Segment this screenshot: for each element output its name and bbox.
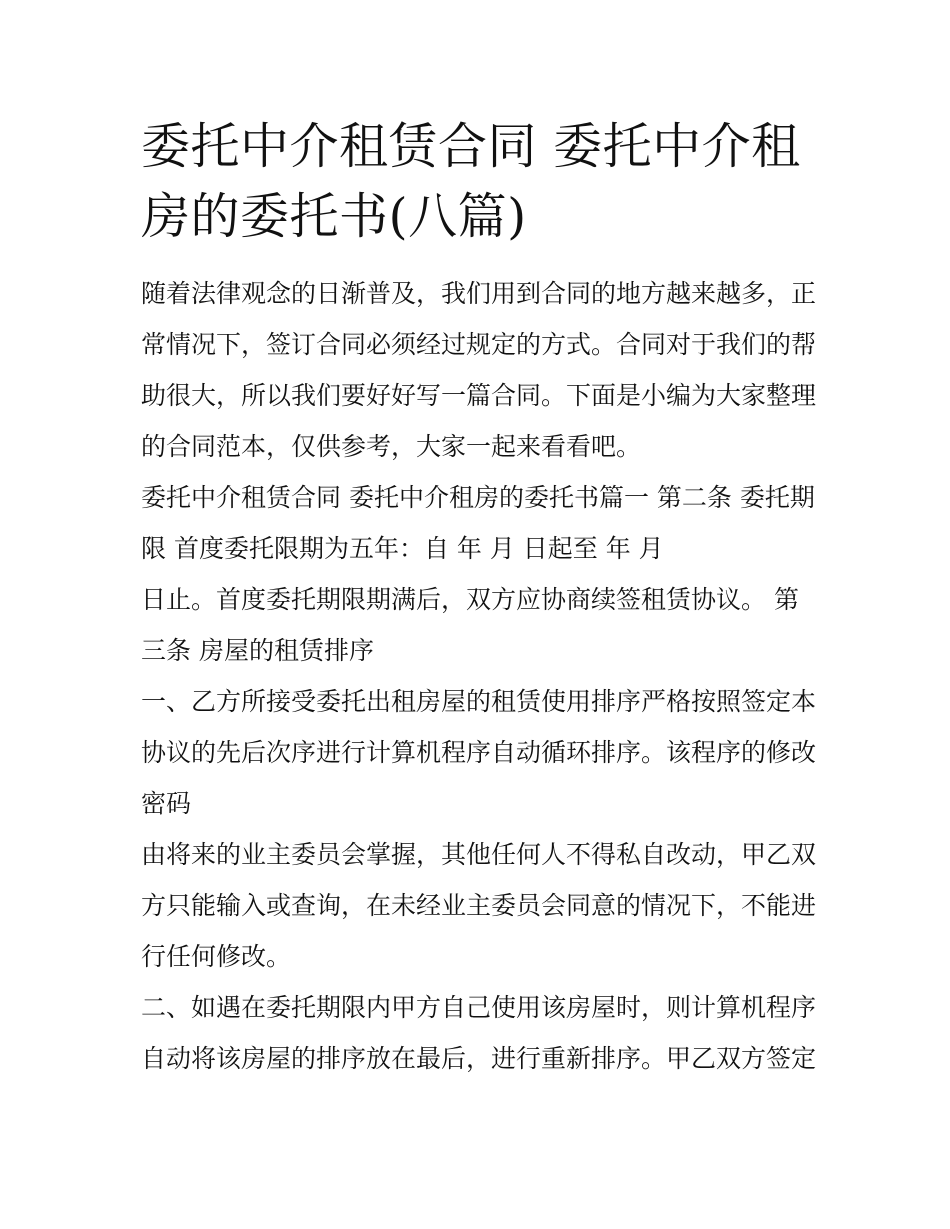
text-line: 自动将该房屋的排序放在最后，进行重新排序。甲乙双方签定 [141, 1044, 817, 1073]
title-line: 委托中介租赁合同 委托中介租 [141, 118, 801, 175]
text-line: 常情况下，签订合同必须经过规定的方式。合同对于我们的帮 [141, 330, 817, 359]
intro-paragraph [141, 268, 820, 472]
text-line: 三条 房屋的租赁排序 [141, 636, 374, 665]
title-line: 房的委托书(八篇) [141, 188, 527, 245]
text-line: 限 首度委托限期为五年：自 年 月 日起至 年 月 [141, 534, 664, 563]
text-line: 密码 [141, 789, 192, 818]
text-line: 协议的先后次序进行计算机程序自动循环排序。该程序的修改 [141, 738, 817, 767]
article-two-paragraph [141, 472, 820, 574]
article-three-paragraph [141, 574, 820, 676]
text-line: 助很大，所以我们要好好写一篇合同。下面是小编为大家整理 [141, 381, 817, 410]
clause-two-paragraph [141, 982, 820, 1084]
text-line: 方只能输入或查询，在未经业主委员会同意的情况下，不能进 [141, 891, 817, 920]
text-line: 的合同范本，仅供参考，大家一起来看看吧。 [141, 432, 642, 461]
clause-one-continued-paragraph [141, 829, 820, 982]
text-line: 随着法律观念的日渐普及，我们用到合同的地方越来越多，正 [141, 279, 817, 308]
text-line: 由将来的业主委员会掌握，其他任何人不得私自改动，甲乙双 [141, 840, 817, 869]
document-title [141, 112, 820, 252]
text-line: 行任何修改。 [141, 942, 292, 971]
clause-one-paragraph [141, 676, 820, 829]
text-line: 委托中介租赁合同 委托中介租房的委托书篇一 第二条 委托期 [141, 483, 815, 512]
text-line: 日止。首度委托期限期满后，双方应协商续签租赁协议。 第 [141, 585, 799, 614]
text-line: 一、乙方所接受委托出租房屋的租赁使用排序严格按照签定本 [141, 687, 817, 716]
text-line: 二、如遇在委托期限内甲方自己使用该房屋时，则计算机程序 [141, 993, 817, 1022]
